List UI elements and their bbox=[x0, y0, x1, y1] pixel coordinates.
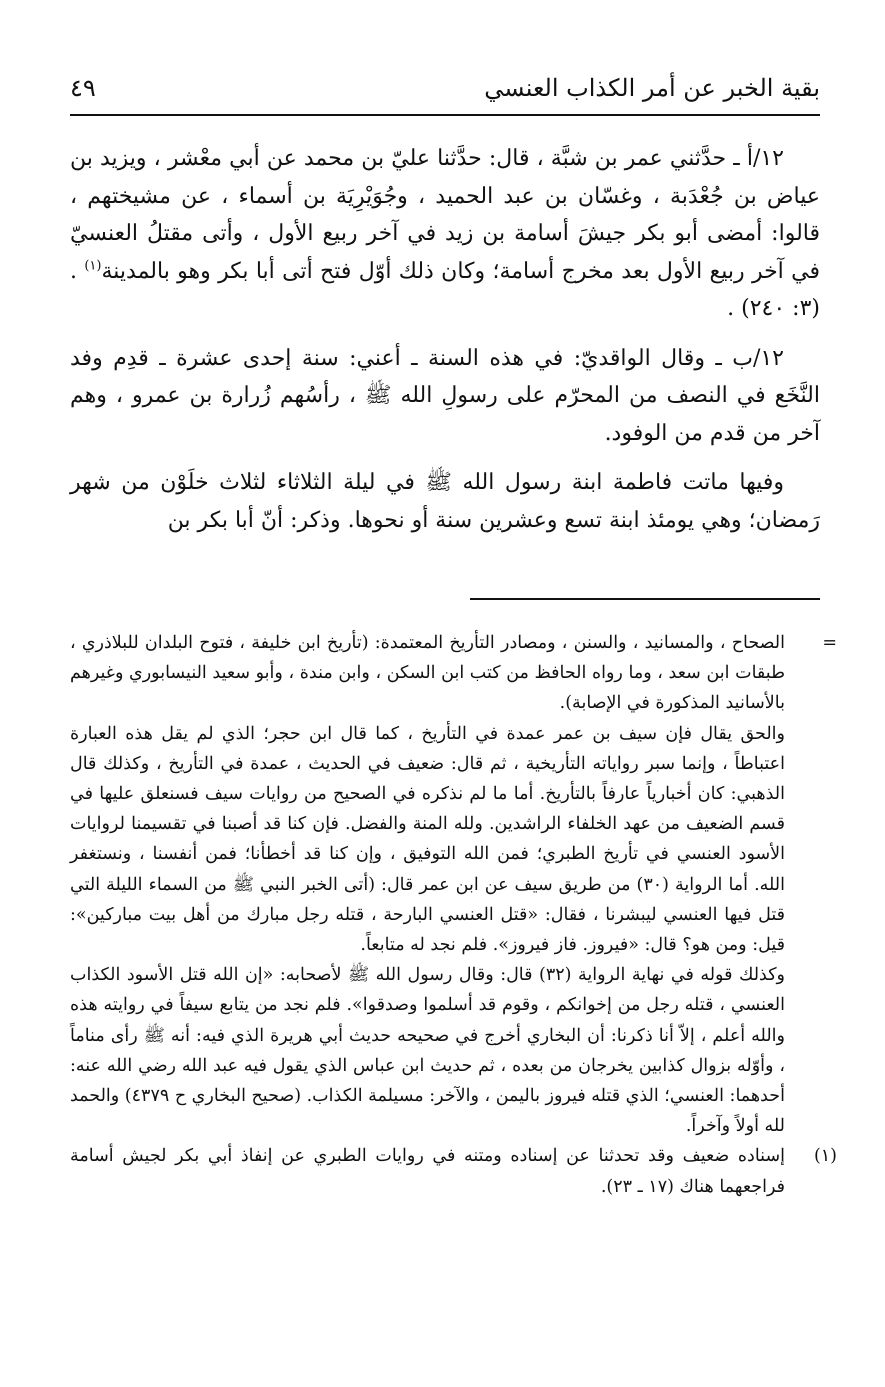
footnotes bbox=[70, 628, 837, 1202]
paragraph-12b-text: ١٢/ب ـ وقال الواقديّ: في هذه السنة ـ أعني: سنة إحدى عشرة ـ قدِم وفد النَّخَع في النصف من المحرّم على رسولِ الله ﷺ ، رأسُهم زُرارة بن عمرو ، وهم آخر من قدم من الوفود. bbox=[70, 345, 820, 446]
running-header bbox=[70, 70, 820, 110]
footnote-ref-1: (١) bbox=[84, 258, 102, 274]
paragraph-fatima-text: وفيها ماتت فاطمة ابنة رسول الله ﷺ في ليلة الثلاثاء لثلاث خلَوْن من شهر رَمضان؛ وهي يومئذ ابنة تسع وعشرين سنة أو نحوها. وذكر: أنّ أبا بكر بن bbox=[70, 470, 820, 533]
page-number: ٤٩ bbox=[70, 74, 96, 102]
header-rule bbox=[70, 114, 820, 116]
footnote-1-marker: (١) bbox=[813, 1146, 837, 1167]
footnote-rule bbox=[470, 598, 820, 600]
paragraph-12b bbox=[70, 340, 820, 453]
footnote-continuation-p2: والحق يقال فإن سيف بن عمر عمدة في التأريخ ، كما قال ابن حجر؛ الذي لم يقل هذه العبارة اعتباطاً ، وإنما سبر رواياته التأريخية ، ثم قال: ضعيف في الحديث ، عمدة في التأريخ ، وكذلك قال الذهبي: كان أخبارياً عارفاً بالتأريخ. أما ما لم نذكره في الصحيح من روايات سيف فسنعلق عليها في قسم الضعيف من عهد الخلفاء الراشدين. ولله المنة والفضل. فإن كنا قد أصبنا في تقسيمنا لروايات الأسود العنسي في تأريخ الطبري؛ فمن الله التوفيق ، وإن كنا قد أخطأنا؛ فمن أنفسنا ، ونستغفر الله. أما الرواية (٣٠) من طريق سيف عن ابن عمر قال: (أتى الخبر النبي ﷺ من السماء الليلة التي قتل فيها العنسي ليبشرنا ، فقال: «قتل العنسي البارحة ، قتله رجل مبارك من أهل بيت مباركين»: قيل: ومن هو؟ قال: «فيروز. فاز فيروز». فلم نجد له متابعاً. bbox=[70, 723, 786, 956]
paragraph-12a-citation: . (٣: ٢٤٠) . bbox=[70, 258, 820, 321]
footnote-continuation bbox=[70, 628, 837, 1141]
main-text bbox=[70, 140, 820, 551]
paragraph-fatima bbox=[70, 464, 820, 539]
footnote-continuation-p1: الصحاح ، والمسانيد ، والسنن ، ومصادر التأريخ المعتمدة: (تأريخ ابن خليفة ، فتوح البلدان للبلاذري ، طبقات ابن سعد ، وما رواه الحافظ من كتب ابن السكن ، وابن مندة ، وأبو سعيد النيسابوري وغيرهم بالأسانيد المذكورة في الإصابة). bbox=[70, 633, 785, 714]
footnote-1-text: إسناده ضعيف وقد تحدثنا عن إسناده ومتنه في روايات الطبري عن إنفاذ أبي بكر لجيش أسامة فراجعهما هناك (١٧ ـ ٢٣). bbox=[70, 1146, 785, 1197]
footnote-continuation-p3: وكذلك قوله في نهاية الرواية (٣٢) قال: وقال رسول الله ﷺ لأصحابه: «إن الله قتل الأسود الكذاب العنسي ، قتله رجل من إخوانكم ، وقوم قد أسلموا وصدقوا». فلم نجد من يتابع سيفاً في روايته هذه والله أعلم ، إلاّ أنا ذكرنا: أن البخاري أخرج في صحيحه حديث أبي هريرة الذي فيه: أنه ﷺ رأى مناماً ، وأوّله بزوال كذابين يخرجان من بعده ، ثم حديث ابن عباس الذي يقول فيه عبد الله رضي الله عنه: أحدهما: العنسي؛ الذي قتله فيروز باليمن ، والآخر: مسيلمة الكذاب. (صحيح البخاري ح ٤٣٧٩) والحمد لله أولاً وآخراً. bbox=[70, 965, 785, 1137]
footnote-1 bbox=[70, 1141, 837, 1201]
running-title: بقية الخبر عن أمر الكذاب العنسي bbox=[484, 74, 820, 102]
continuation-marker: = bbox=[822, 633, 837, 653]
paragraph-12a-text: ١٢/أ ـ حدَّثني عمر بن شبَّة ، قال: حدَّثنا عليّ بن محمد عن أبي معْشر ، ويزيد بن عياض بن جُعْدَبة ، وغسّان بن عبد الحميد ، وجُوَيْرِيَة بن أسماء ، عن مشيختهم ، قالوا: أمضى أبو بكر جيشَ أسامة بن زيد في آخر ربيع الأول ، وأتى مقتلُ العنسيّ في آخر ربيع الأول بعد مخرج أسامة؛ وكان ذلك أوّل فتح أتى أبا بكر وهو بالمدينة bbox=[70, 146, 820, 284]
paragraph-12a bbox=[70, 140, 820, 328]
